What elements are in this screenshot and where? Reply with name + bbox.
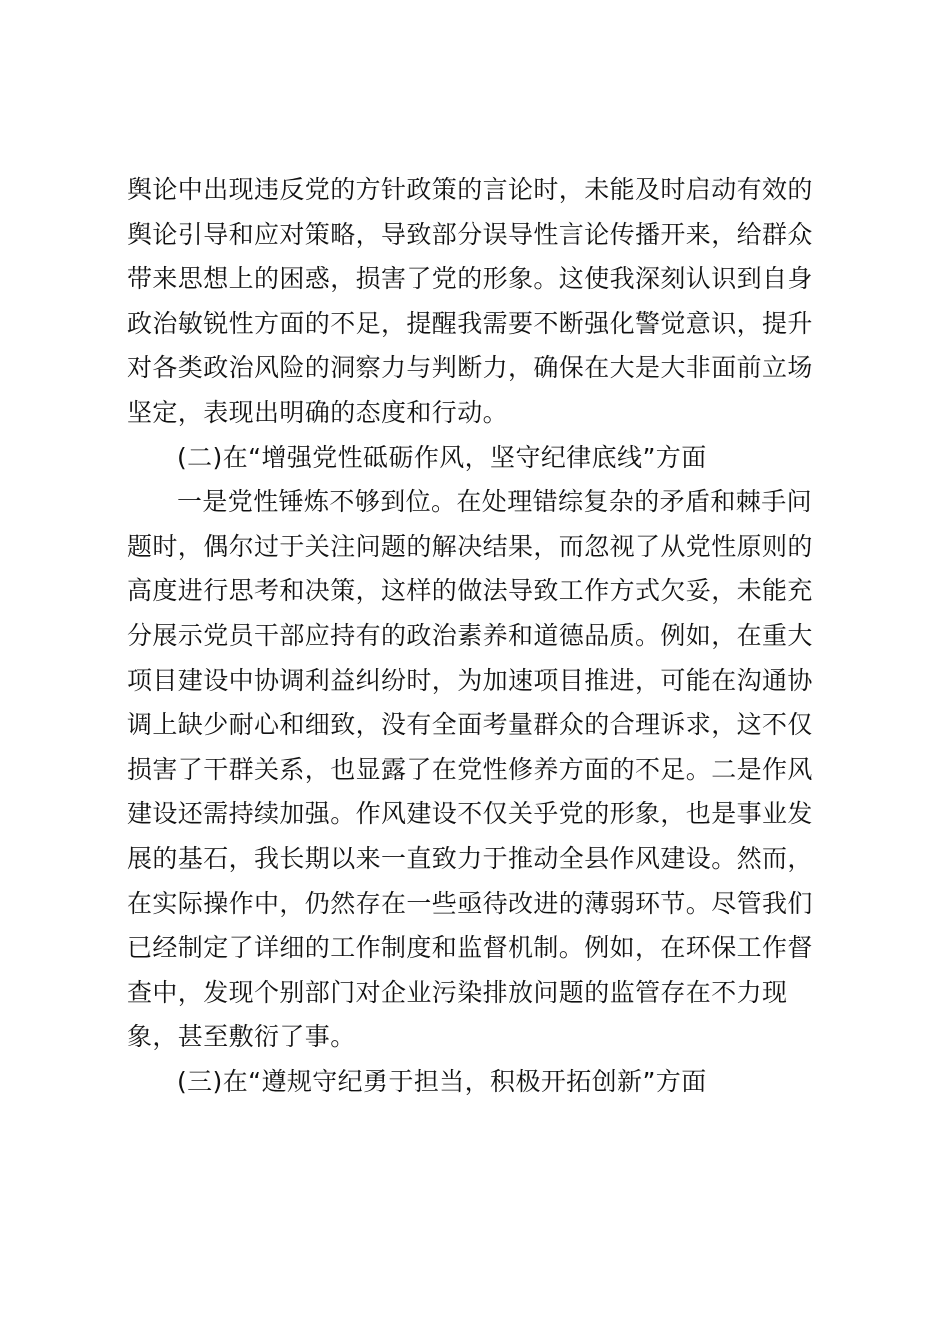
paragraph-line: 舆论引导和应对策略，导致部分误导性言论传播开来，给群众: [127, 219, 813, 249]
document-body: [127, 168, 820, 1104]
paragraph-line: 在实际操作中，仍然存在一些亟待改进的薄弱环节。尽管我们: [127, 888, 813, 918]
paragraph-line: 对各类政治风险的洞察力与判断力，确保在大是大非面前立场: [127, 353, 813, 383]
paragraph-line: 建设还需持续加强。作风建设不仅关乎党的形象，也是事业发: [127, 799, 813, 829]
section-heading-2: (二)在“增强党性砥砺作风，坚守纪律底线”方面: [177, 442, 707, 472]
paragraph-line: 政治敏锐性方面的不足，提醒我需要不断强化警觉意识，提升: [127, 308, 813, 338]
paragraph-line: 带来思想上的困惑，损害了党的形象。这使我深刻认识到自身: [127, 264, 813, 294]
paragraph-line: 题时，偶尔过于关注问题的解决结果，而忽视了从党性原则的: [127, 531, 813, 561]
paragraph-line: 调上缺少耐心和细致，没有全面考量群众的合理诉求，这不仅: [127, 710, 813, 740]
paragraph-line: 坚定，表现出明确的态度和行动。: [127, 397, 509, 427]
paragraph-line: 高度进行思考和决策，这样的做法导致工作方式欠妥，未能充: [127, 576, 813, 606]
paragraph-line: 象，甚至敷衍了事。: [127, 1022, 356, 1052]
paragraph-line: 已经制定了详细的工作制度和监督机制。例如，在环保工作督: [127, 933, 813, 963]
paragraph-line: 舆论中出现违反党的方针政策的言论时，未能及时启动有效的: [127, 175, 813, 204]
paragraph-line: 损害了干群关系，也显露了在党性修养方面的不足。二是作风: [127, 754, 813, 784]
paragraph-line: 查中，发现个别部门对企业污染排放问题的监管存在不力现: [127, 977, 788, 1007]
paragraph-line: 展的基石，我长期以来一直致力于推动全县作风建设。然而，: [127, 843, 813, 873]
paragraph-2: [127, 480, 820, 1060]
paragraph-1: [127, 168, 820, 436]
paragraph-line: 分展示党员干部应持有的政治素养和道德品质。例如，在重大: [127, 620, 813, 650]
paragraph-line: 项目建设中协调利益纠纷时，为加速项目推进，可能在沟通协: [127, 665, 813, 695]
paragraph-line: 一是党性锤炼不够到位。在处理错综复杂的矛盾和棘手问: [177, 487, 813, 517]
section-heading-3: (三)在“遵规守纪勇于担当，积极开拓创新”方面: [177, 1066, 707, 1096]
